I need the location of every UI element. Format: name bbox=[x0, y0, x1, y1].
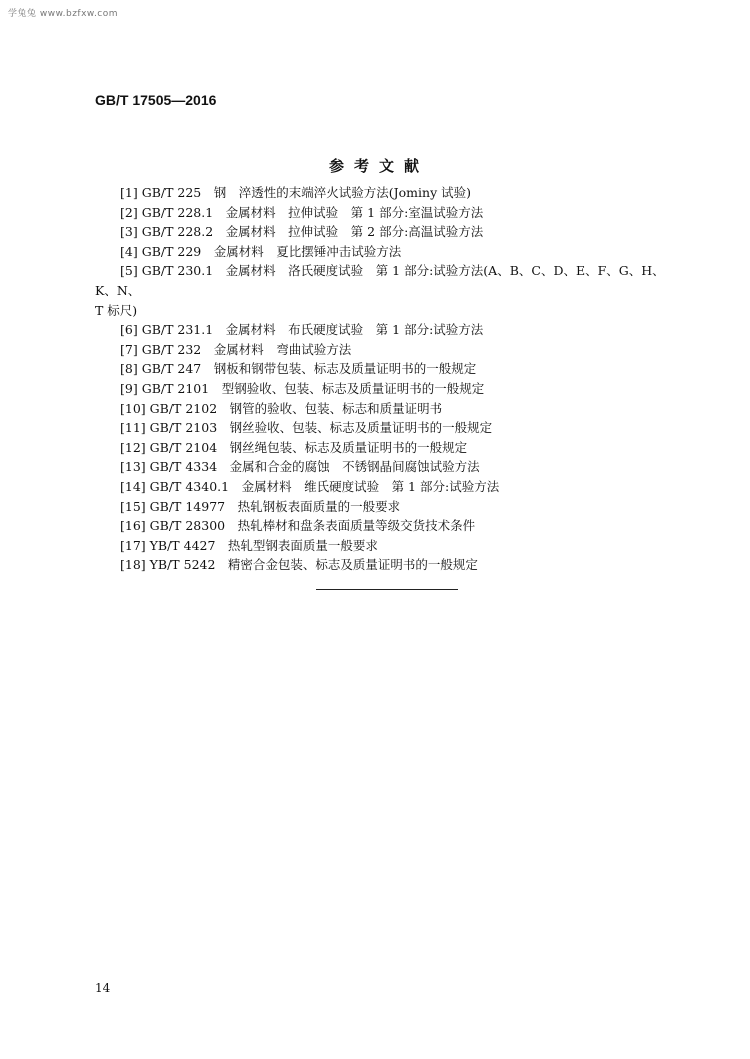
reference-item bbox=[95, 399, 665, 419]
watermark: 学兔兔 www.bzfxw.com bbox=[8, 9, 119, 19]
reference-text: GB/T 230.1 金属材料 洛氏硬度试验 第 1 部分:试验方法(A、B、C、D、E、F、G、H、K、N、 bbox=[95, 263, 665, 298]
reference-number: [5] bbox=[120, 263, 138, 279]
reference-item bbox=[95, 379, 665, 399]
reference-item bbox=[95, 418, 665, 438]
reference-text: GB/T 2104 钢丝绳包装、标志及质量证明书的一般规定 bbox=[149, 439, 468, 455]
reference-text: GB/T 229 金属材料 夏比摆锤冲击试验方法 bbox=[141, 243, 402, 259]
reference-text: GB/T 247 钢板和钢带包装、标志及质量证明书的一般规定 bbox=[141, 361, 477, 377]
reference-item bbox=[95, 555, 665, 575]
reference-text: GB/T 231.1 金属材料 布氏硬度试验 第 1 部分:试验方法 bbox=[141, 322, 484, 338]
reference-text: GB/T 28300 热轧棒材和盘条表面质量等级交货技术条件 bbox=[149, 518, 476, 534]
reference-text: YB/T 4427 热轧型钢表面质量一般要求 bbox=[149, 537, 378, 553]
reference-number: [9] bbox=[120, 380, 138, 396]
reference-number: [15] bbox=[120, 498, 146, 514]
reference-text: GB/T 14977 热轧钢板表面质量的一般要求 bbox=[149, 498, 401, 514]
reference-number: [16] bbox=[120, 518, 146, 534]
reference-text-continuation: T 标尺) bbox=[95, 302, 138, 318]
reference-text: GB/T 2102 钢管的验收、包装、标志和质量证明书 bbox=[149, 400, 443, 416]
reference-item bbox=[95, 320, 665, 340]
reference-number: [11] bbox=[120, 420, 146, 436]
reference-number: [14] bbox=[120, 478, 146, 494]
reference-item bbox=[95, 183, 665, 203]
reference-number: [6] bbox=[120, 322, 138, 338]
reference-text: GB/T 232 金属材料 弯曲试验方法 bbox=[141, 341, 352, 357]
reference-list bbox=[95, 183, 665, 575]
reference-number: [3] bbox=[120, 224, 138, 240]
reference-number: [2] bbox=[120, 204, 138, 220]
reference-text: GB/T 225 钢 淬透性的末端淬火试验方法(Jominy 试验) bbox=[141, 185, 471, 200]
reference-number: [7] bbox=[120, 341, 138, 357]
reference-number: [8] bbox=[120, 361, 138, 377]
reference-text: GB/T 2101 型钢验收、包装、标志及质量证明书的一般规定 bbox=[141, 380, 485, 396]
reference-item bbox=[95, 242, 665, 262]
reference-text: GB/T 4340.1 金属材料 维氏硬度试验 第 1 部分:试验方法 bbox=[149, 478, 500, 494]
reference-number: [18] bbox=[120, 557, 146, 573]
reference-text: GB/T 228.1 金属材料 拉伸试验 第 1 部分:室温试验方法 bbox=[141, 204, 484, 220]
reference-text: YB/T 5242 精密合金包装、标志及质量证明书的一般规定 bbox=[149, 557, 478, 573]
reference-text: GB/T 2103 钢丝验收、包装、标志及质量证明书的一般规定 bbox=[149, 420, 493, 436]
page-number: 14 bbox=[95, 981, 111, 995]
reference-number: [12] bbox=[120, 439, 146, 455]
reference-item bbox=[95, 477, 665, 497]
reference-item bbox=[95, 516, 665, 536]
reference-item bbox=[95, 457, 665, 477]
reference-text: GB/T 228.2 金属材料 拉伸试验 第 2 部分:高温试验方法 bbox=[141, 224, 484, 240]
reference-item bbox=[95, 340, 665, 360]
reference-number: [17] bbox=[120, 537, 146, 553]
reference-item bbox=[95, 222, 665, 242]
bibliography-title: 参考文献 bbox=[328, 157, 429, 175]
reference-number: [4] bbox=[120, 243, 138, 259]
reference-item bbox=[95, 203, 665, 223]
reference-number: [10] bbox=[120, 400, 146, 416]
reference-item bbox=[95, 497, 665, 517]
standard-code: GB/T 17505—2016 bbox=[95, 92, 217, 108]
reference-text: GB/T 4334 金属和合金的腐蚀 不锈钢晶间腐蚀试验方法 bbox=[149, 459, 480, 475]
reference-item bbox=[95, 261, 665, 320]
reference-number: [1] bbox=[120, 185, 138, 200]
end-rule bbox=[316, 589, 458, 590]
reference-number: [13] bbox=[120, 459, 146, 475]
reference-item bbox=[95, 359, 665, 379]
reference-item bbox=[95, 438, 665, 458]
reference-item bbox=[95, 536, 665, 556]
